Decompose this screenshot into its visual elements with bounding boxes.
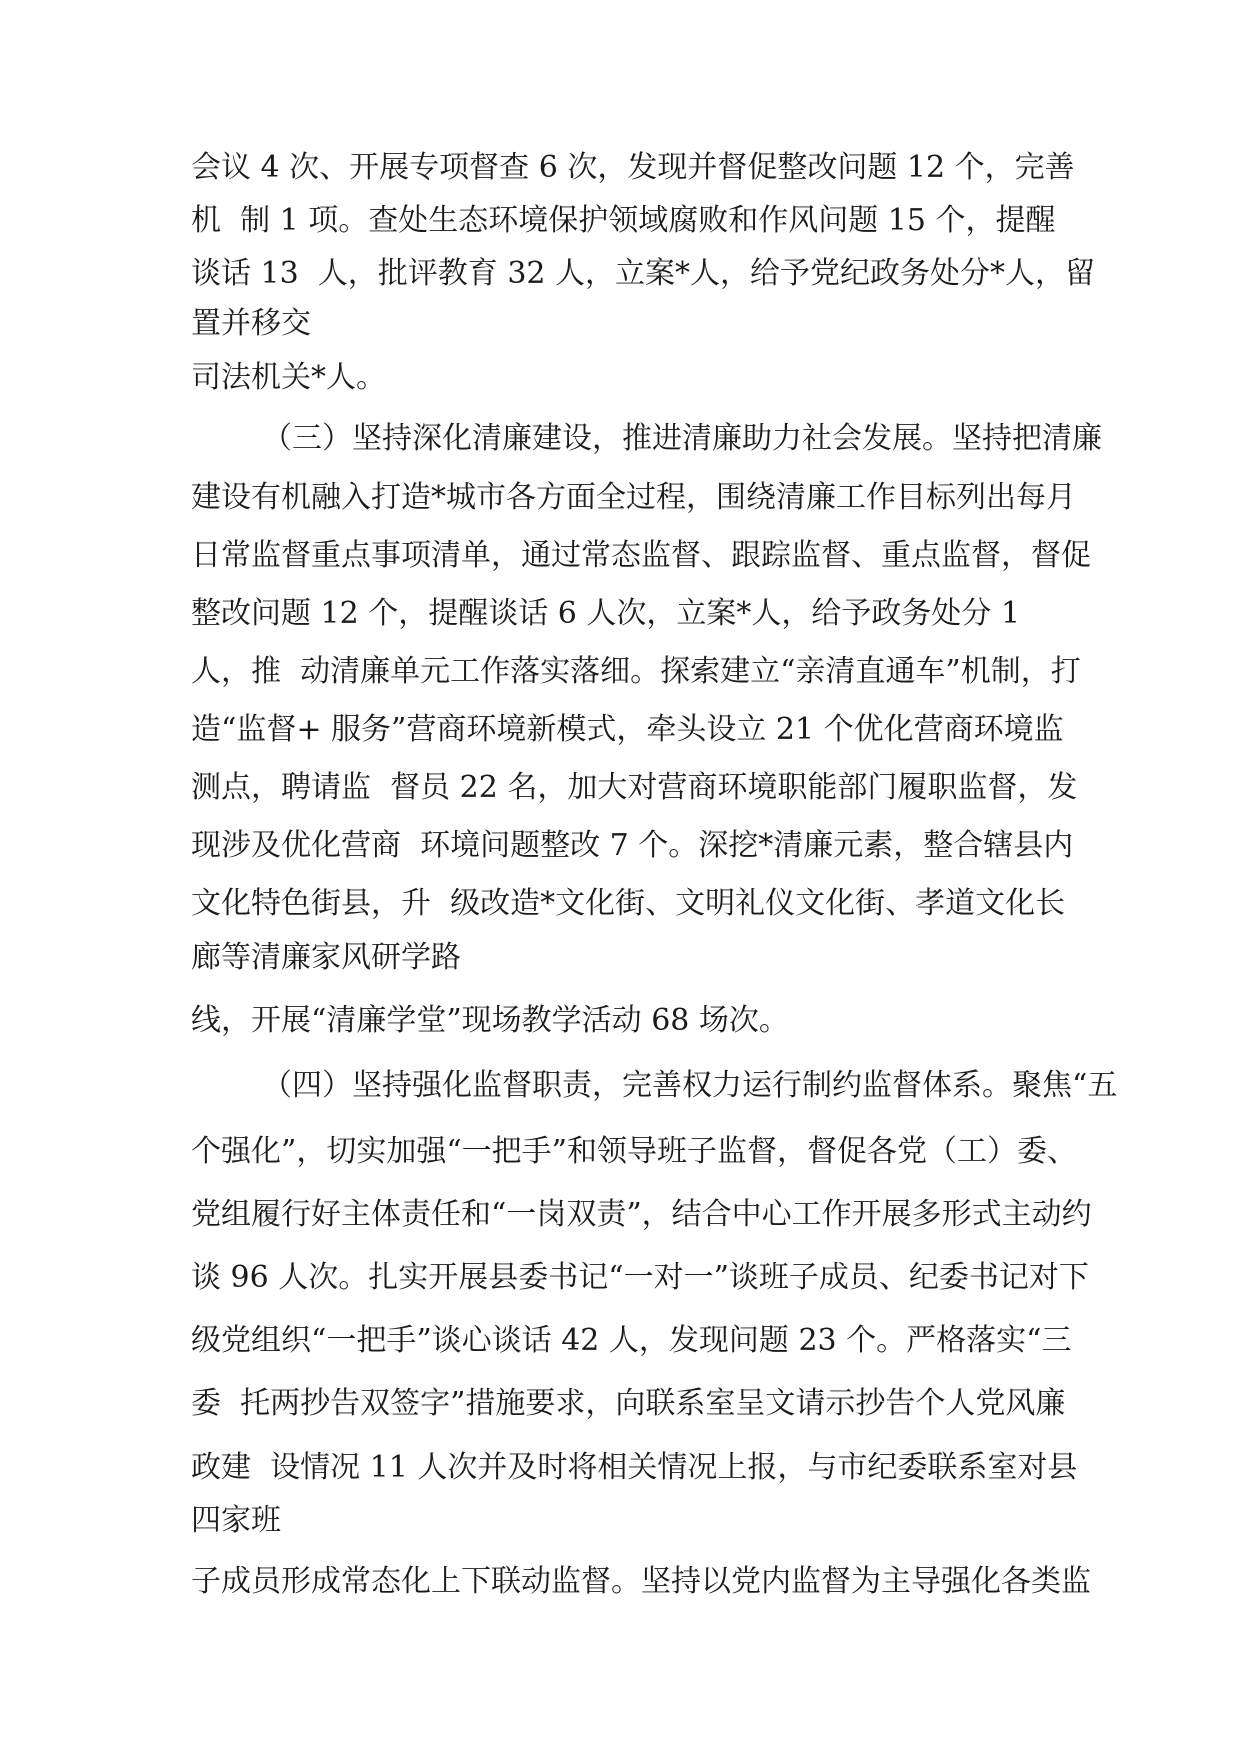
- text-line: 司法机关*人。: [191, 360, 386, 395]
- text-line: 日常监督重点事项清单，通过常态监督、跟踪监督、重点监督，督促: [191, 538, 1091, 573]
- text-line: 测点，聘请监 督员 22 名，加大对营商环境职能部门履职监督，发: [191, 770, 1078, 805]
- text-line: 廊等清廉家风研学路: [191, 940, 461, 975]
- text-line: 政建 设情况 11 人次并及时将相关情况上报，与市纪委联系室对县: [191, 1450, 1078, 1485]
- text-line: 现涉及优化营商 环境问题整改 7 个。深挖*清廉元素，整合辖县内: [191, 828, 1074, 863]
- text-line: 文化特色街县，升 级改造*文化街、文明礼仪文化街、孝道文化长: [191, 886, 1066, 921]
- text-line: 建设有机融入打造*城市各方面全过程，围绕清廉工作目标列出每月: [191, 480, 1076, 515]
- text-line: 个强化”，切实加强“一把手”和领导班子监督，督促各党（工）委、: [191, 1134, 1078, 1169]
- paragraph-heading-4: （四）坚持强化监督职责，完善权力运行制约监督体系。聚焦“五: [262, 1068, 1118, 1103]
- text-line: 级党组织“一把手”谈心谈话 42 人，发现问题 23 个。严格落实“三: [191, 1323, 1072, 1358]
- text-line: 线，开展“清廉学堂”现场教学活动 68 场次。: [191, 1003, 789, 1038]
- text-line: 四家班: [191, 1503, 281, 1538]
- text-line: 委 托两抄告双签字”措施要求，向联系室呈文请示抄告个人党风廉: [191, 1386, 1066, 1421]
- text-line: 谈话 13 人，批评教育 32 人，立案*人，给予党纪政务处分*人，留: [191, 256, 1096, 291]
- text-line: 谈 96 人次。扎实开展县委书记“一对一”谈班子成员、纪委书记对下: [191, 1260, 1089, 1295]
- text-line: 党组履行好主体责任和“一岗双责”，结合中心工作开展多形式主动约: [191, 1197, 1092, 1232]
- text-line: 整改问题 12 个，提醒谈话 6 人次，立案*人，给予政务处分 1: [191, 596, 1021, 631]
- text-line: 会议 4 次、开展专项督查 6 次，发现并督促整改问题 12 个，完善: [191, 150, 1075, 185]
- text-line: 造“监督+ 服务”营商环境新模式，牵头设立 21 个优化营商环境监: [191, 712, 1064, 747]
- text-line: 机 制 1 项。查处生态环境保护领域腐败和作风问题 15 个，提醒: [191, 203, 1056, 238]
- text-line: 置并移交: [191, 306, 311, 341]
- text-line: 人，推 动清廉单元工作落实落细。探索建立“亲清直通车”机制，打: [191, 654, 1081, 689]
- text-line: 子成员形成常态化上下联动监督。坚持以党内监督为主导强化各类监: [191, 1564, 1091, 1599]
- paragraph-heading-3: （三）坚持深化清廉建设，推进清廉助力社会发展。坚持把清廉: [262, 421, 1102, 456]
